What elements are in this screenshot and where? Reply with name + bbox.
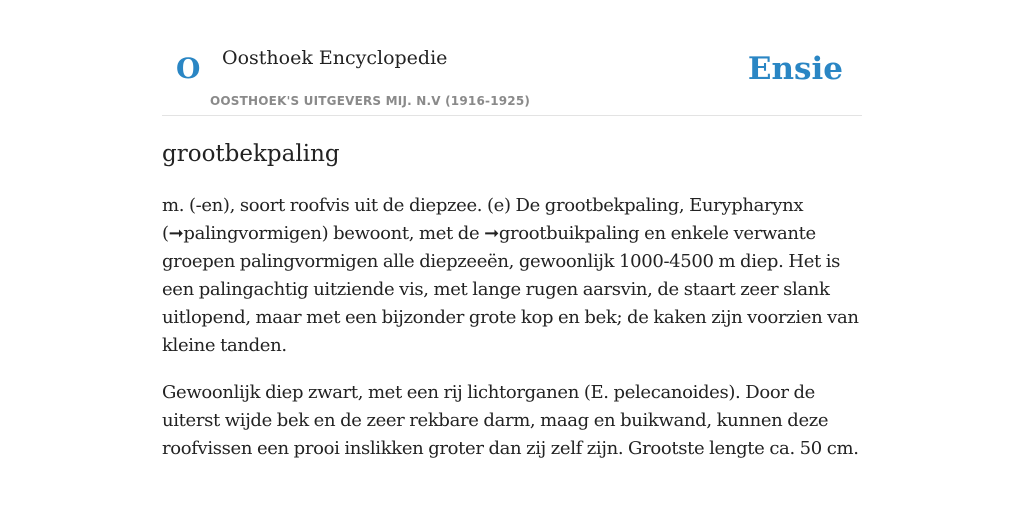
encyclopedia-title[interactable]: Oosthoek Encyclopedie — [222, 47, 448, 69]
entry-paragraph: Gewoonlijk diep zwart, met een rij lichtorganen (E. pelecanoides). Door de uiterst wijde bek en de zeer rekbare darm, maag en buikwand, kunnen deze roofvissen een prooi inslikken groter dan zij zelf zijn. Grootste lengte ca. 50 cm. — [162, 382, 859, 459]
entry-content — [162, 192, 862, 482]
page — [162, 0, 862, 459]
entry-paragraph: m. (-en), soort roofvis uit de diepzee. (e) De grootbekpaling, Eurypharynx (➞palingvormigen) bewoont, met de ➞grootbuikpaling en enkele verwante groepen palingvormigen alle diepzeeën, gewoonlijk 1000-4500 m diep. Het is een palingachtig uitziende vis, met lange rugen aarsvin, de staart zeer slank uitlopend, maar met een bijzonder grote kop en bek; de kaken zijn voorzien van kleine tanden. — [162, 195, 859, 356]
publisher-subtitle: OOSTHOEK'S UITGEVERS MIJ. N.V (1916-1925) — [210, 94, 531, 108]
encyclopedia-logo[interactable]: O — [176, 52, 201, 85]
entry-headword: grootbekpaling — [162, 141, 340, 167]
site-logo[interactable]: Ensie — [747, 51, 843, 87]
header — [162, 0, 862, 116]
